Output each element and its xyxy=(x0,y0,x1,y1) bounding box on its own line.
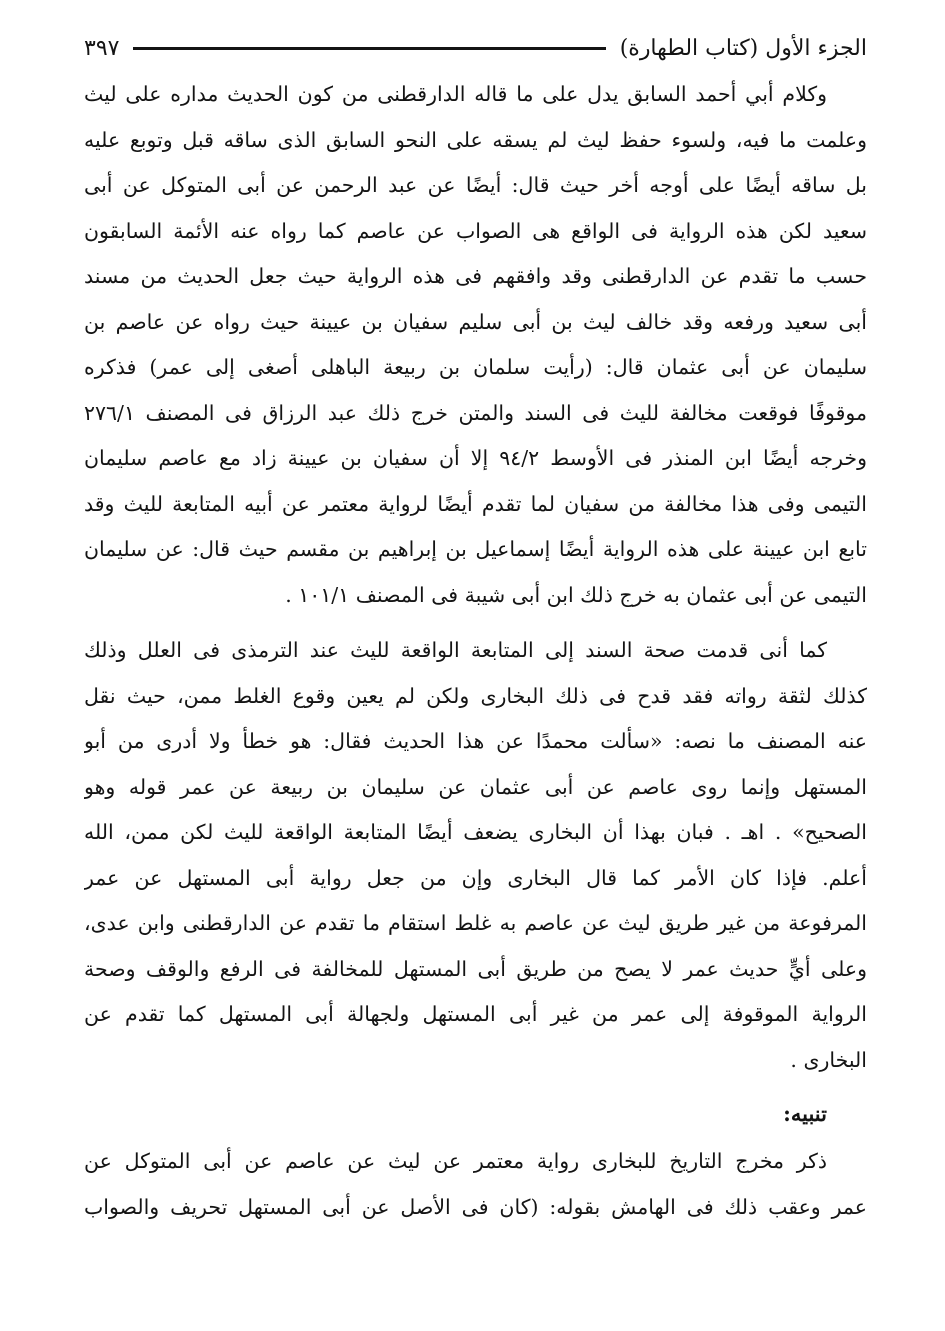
text-line: أعلم. فإذا كان الأمر كما قال البخارى وإن من جعل رواية أبى المستهل عن عمر xyxy=(84,865,867,890)
text-line: التيمى وفى هذا مخالفة من سفيان لما تقدم أيضًا لرواية معتمر عن أبيه المتابعة لليث وقد xyxy=(84,491,867,516)
text-line: تابع ابن عيينة على هذه الرواية أيضًا إسماعيل بن إبراهيم بن مقسم حيث قال: عن سليمان xyxy=(84,537,867,561)
header-rule xyxy=(133,47,605,50)
text-line: وخرجه أيضًا ابن المنذر فى الأوسط ٩٤/٢ إلا أن سفيان بن عيينة زاد مع عاصم سليمان xyxy=(84,446,867,470)
text-line: وكلام أبي أحمد السابق يدل على ما قاله الدارقطنى من كون الحديث مداره على ليث xyxy=(84,82,827,106)
text-line: حسب ما تقدم عن الدارقطنى وقد وافقهم فى هذه الرواية حيث جعل الحديث من مسند xyxy=(84,264,867,288)
text-line: وعلمت ما فيه، ولسوء حفظ ليث لم يسقه على النحو السابق الذى ساقه قبل وتوبع عليه xyxy=(84,127,867,152)
header-title: الجزء الأول (كتاب الطهارة) xyxy=(619,35,867,61)
text-line: البخارى . xyxy=(790,1047,867,1072)
text-line: المستهل وإنما روى عاصم عن أبى عثمان عن سليمان بن ربيعة عن عمر قوله وهو xyxy=(84,774,867,799)
text-line: المرفوعة من غير طريق ليث عن عاصم به غلط استقام ما تقدم عن الدارقطنى وابن عدى، xyxy=(84,911,867,935)
text-line: أبى سعيد ورفعه وقد خالف ليث بن أبى سليم سفيان بن عيينة حيث رواه عن عاصم بن xyxy=(84,309,867,334)
text-line: سليمان عن أبى عثمان قال: (رأيت سلمان بن ربيعة الباهلى أصغى إلى عمر) فذكره xyxy=(84,355,867,379)
paragraph-1 xyxy=(84,72,867,618)
text-line: الرواية الموقوفة إلى عمر من غير أبى المستهل ولجهالة أبى المستهل كما تقدم عن xyxy=(84,1002,867,1026)
page-body xyxy=(84,72,867,1230)
text-line: كما أنى قدمت صحة السند إلى المتابعة الواقعة لليث عند الترمذى فى العلل وذلك xyxy=(84,638,827,662)
notice-heading: تنبيه: xyxy=(783,1101,827,1126)
text-line: ذكر مخرج التاريخ للبخارى رواية معتمر عن ليث عن عاصم عن أبى المتوكل عن xyxy=(84,1149,827,1173)
text-line: كذلك لثقة رواته فقد قدح فى ذلك البخارى ولكن لم يعين وقوع الغلط ممن، حيث نقل xyxy=(84,683,867,708)
text-line: بل ساقه أيضًا على أوجه أخر حيث قال: أيضًا عن عبد الرحمن عن أبى المتوكل عن أبى xyxy=(84,173,867,197)
page-number: ٣٩٧ xyxy=(84,35,120,61)
text-line: عنه المصنف ما نصه: «سألت محمدًا عن هذا الحديث فقال: هو خطأ ولا أدرى من أبو xyxy=(84,729,867,753)
text-line: الصحيح» . اهـ . فبان بهذا أن البخارى يضعف أيضًا المتابعة الواقعة لليث لكن ممن، الله xyxy=(84,820,867,844)
notice-section xyxy=(84,1089,867,1230)
text-line: موقوفًا فوقعت مخالفة لليث فى السند والمتن خرج ذلك عبد الرزاق فى المصنف ٢٧٦/١ xyxy=(84,400,867,425)
running-header xyxy=(84,28,867,68)
text-line: سعيد لكن هذه الرواية فى الواقع هى الصواب عن عاصم كما رواه عنه الأئمة السابقون xyxy=(84,218,867,243)
paragraph-2 xyxy=(84,628,867,1083)
text-line: التيمى عن أبى عثمان به خرج ذلك ابن أبى شيبة فى المصنف ١٠١/١ . xyxy=(285,582,867,607)
text-line: عمر وعقب ذلك فى الهامش بقوله: (كان فى الأصل عن أبى المستهل تحريف والصواب xyxy=(84,1194,867,1219)
text-line: وعلى أيٍّ حديث عمر لا يصح من طريق أبى المستهل للمخالفة فى الرفع والوقف وصحة xyxy=(84,956,867,981)
